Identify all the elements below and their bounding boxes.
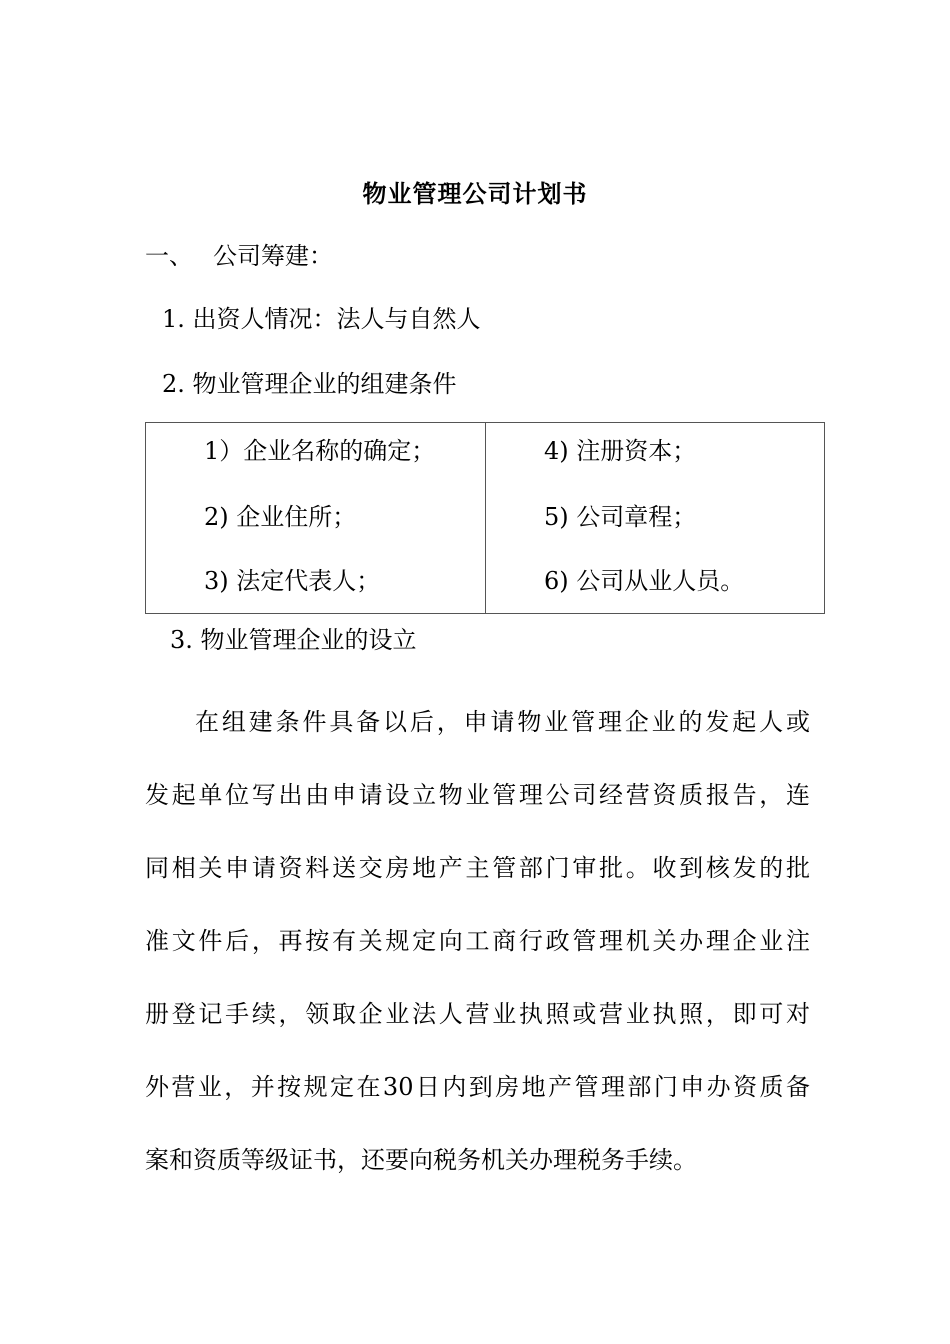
body-paragraph [145, 686, 810, 1197]
paragraph-line: 同相关申请资料送交房地产主管部门审批。收到核发的批 [145, 854, 810, 882]
paragraph-line: 册登记手续，领取企业法人营业执照或营业执照，即可对 [145, 1000, 810, 1028]
paragraph-line: 案和资质等级证书，还要向税务机关办理税务手续。 [145, 1146, 697, 1174]
table-divider [485, 423, 486, 613]
section-heading [145, 240, 333, 272]
table-cell: 2) 企业住所； [204, 503, 357, 531]
paragraph-line: 在组建条件具备以后，申请物业管理企业的发起人或 [195, 708, 810, 736]
conditions-table [145, 422, 825, 614]
table-cell: 4) 注册资本； [544, 437, 697, 465]
document-title: 物业管理公司计划书 [362, 180, 588, 208]
list-item-conditions: 2. 物业管理企业的组建条件 [162, 370, 457, 398]
section-marker: 一、 [145, 242, 193, 270]
list-item-investor: 1. 出资人情况：法人与自然人 [162, 305, 481, 333]
table-cell: 3) 法定代表人； [204, 567, 381, 595]
table-cell: 6) 公司从业人员。 [544, 567, 745, 595]
list-item-establishment: 3. 物业管理企业的设立 [170, 626, 417, 654]
paragraph-line: 外营业，并按规定在30日内到房地产管理部门申办资质备 [145, 1073, 810, 1101]
paragraph-line: 发起单位写出由申请设立物业管理公司经营资质报告，连 [145, 781, 810, 809]
section-heading-text: 公司筹建： [213, 242, 333, 270]
table-cell: 5) 公司章程； [544, 503, 697, 531]
paragraph-line: 准文件后，再按有关规定向工商行政管理机关办理企业注 [145, 927, 810, 955]
table-cell: 1）企业名称的确定； [204, 437, 436, 465]
